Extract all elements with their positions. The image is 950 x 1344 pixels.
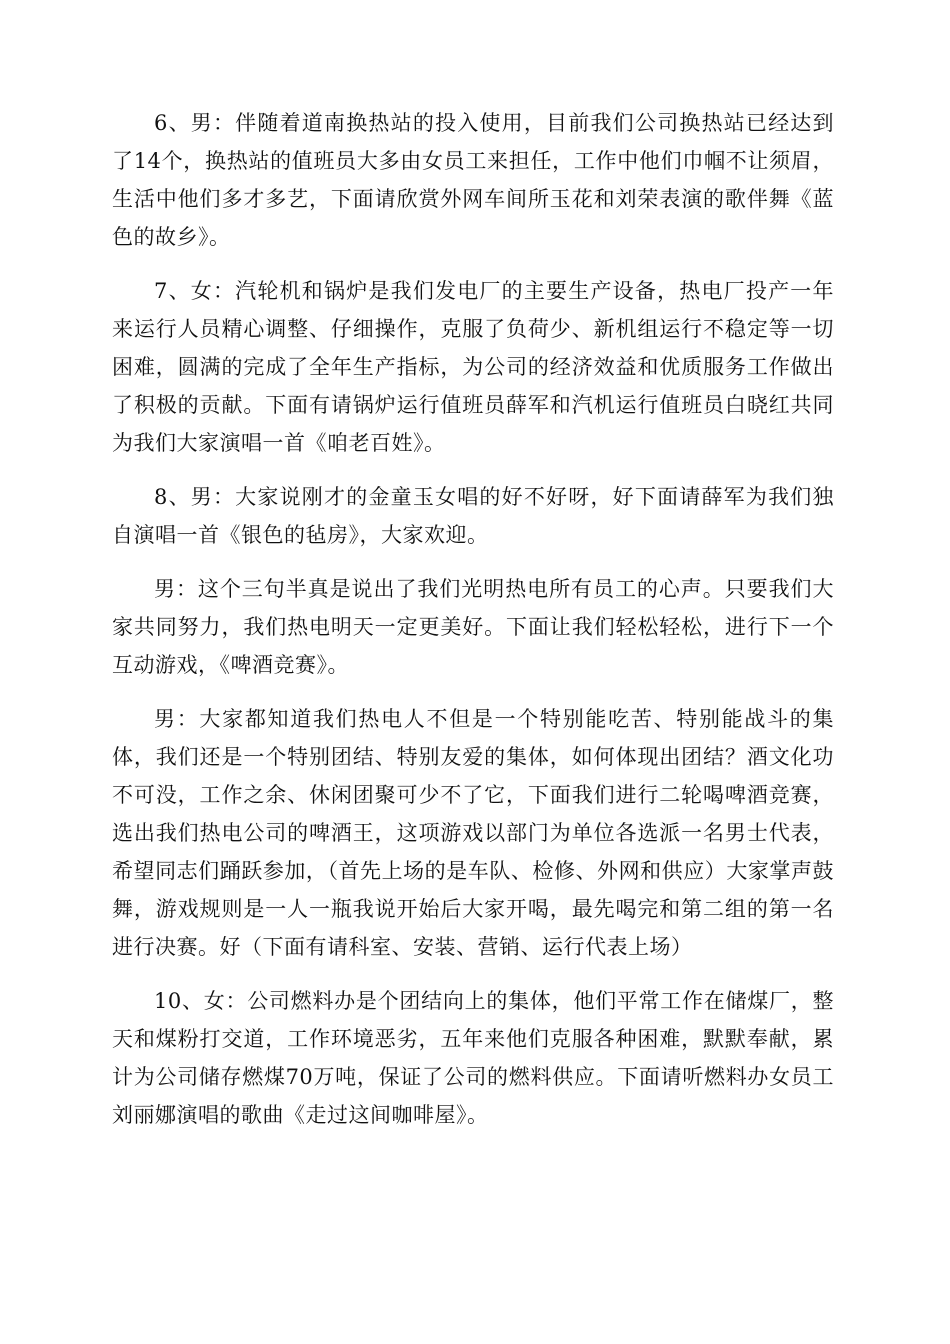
paragraph-7-female: 7、女：汽轮机和锅炉是我们发电厂的主要生产设备，热电厂投产一年来运行人员精心调整、仔细操作，克服了负荷少、新机组运行不稳定等一切困难，圆满的完成了全年生产指标，为公司的经济效益和优质服务工作做出了积极的贡献。下面有请锅炉运行值班员薛军和汽机运行值班员白晓红共同为我们大家演唱一首《咱老百姓》。: [112, 279, 834, 455]
paragraph-10-female: 10、女：公司燃料办是个团结向上的集体，他们平常工作在储煤厂，整天和煤粉打交道，工作环境恶劣，五年来他们克服各种困难，默默奉献，累计为公司储存燃煤70万吨，保证了公司的燃料供应。下面请听燃料办女员工刘丽娜演唱的歌曲《走过这间咖啡屋》。: [112, 989, 834, 1127]
paragraph-6-male: 6、男：伴随着道南换热站的投入使用，目前我们公司换热站已经达到了14个，换热站的值班员大多由女员工来担任，工作中他们巾帼不让须眉，生活中他们多才多艺，下面请欣赏外网车间所玉花和刘荣表演的歌伴舞《蓝色的故乡》。: [112, 111, 834, 249]
paragraph-male-beer-contest: 男：大家都知道我们热电人不但是一个特别能吃苦、特别能战斗的集体，我们还是一个特别团结、特别友爱的集体，如何体现出团结？酒文化功不可没，工作之余、休闲团聚可少不了它，下面我们进行二轮喝啤酒竞赛，选出我们热电公司的啤酒王，这项游戏以部门为单位各选派一名男士代表，希望同志们踊跃参加，（首先上场的是车队、检修、外网和供应）大家掌声鼓舞，游戏规则是一人一瓶我说开始后大家开喝，最先喝完和第二组的第一名进行决赛。好（下面有请科室、安装、营销、运行代表上场）: [112, 707, 834, 959]
paragraph-8-male: 8、男：大家说刚才的金童玉女唱的好不好呀，好下面请薛军为我们独自演唱一首《银色的毡房》，大家欢迎。: [112, 485, 834, 547]
paragraph-male-sanjuban: 男：这个三句半真是说出了我们光明热电所有员工的心声。只要我们大家共同努力，我们热电明天一定更美好。下面让我们轻松轻松，进行下一个互动游戏，《啤酒竞赛》。: [112, 577, 834, 677]
document-page: [112, 104, 834, 1150]
